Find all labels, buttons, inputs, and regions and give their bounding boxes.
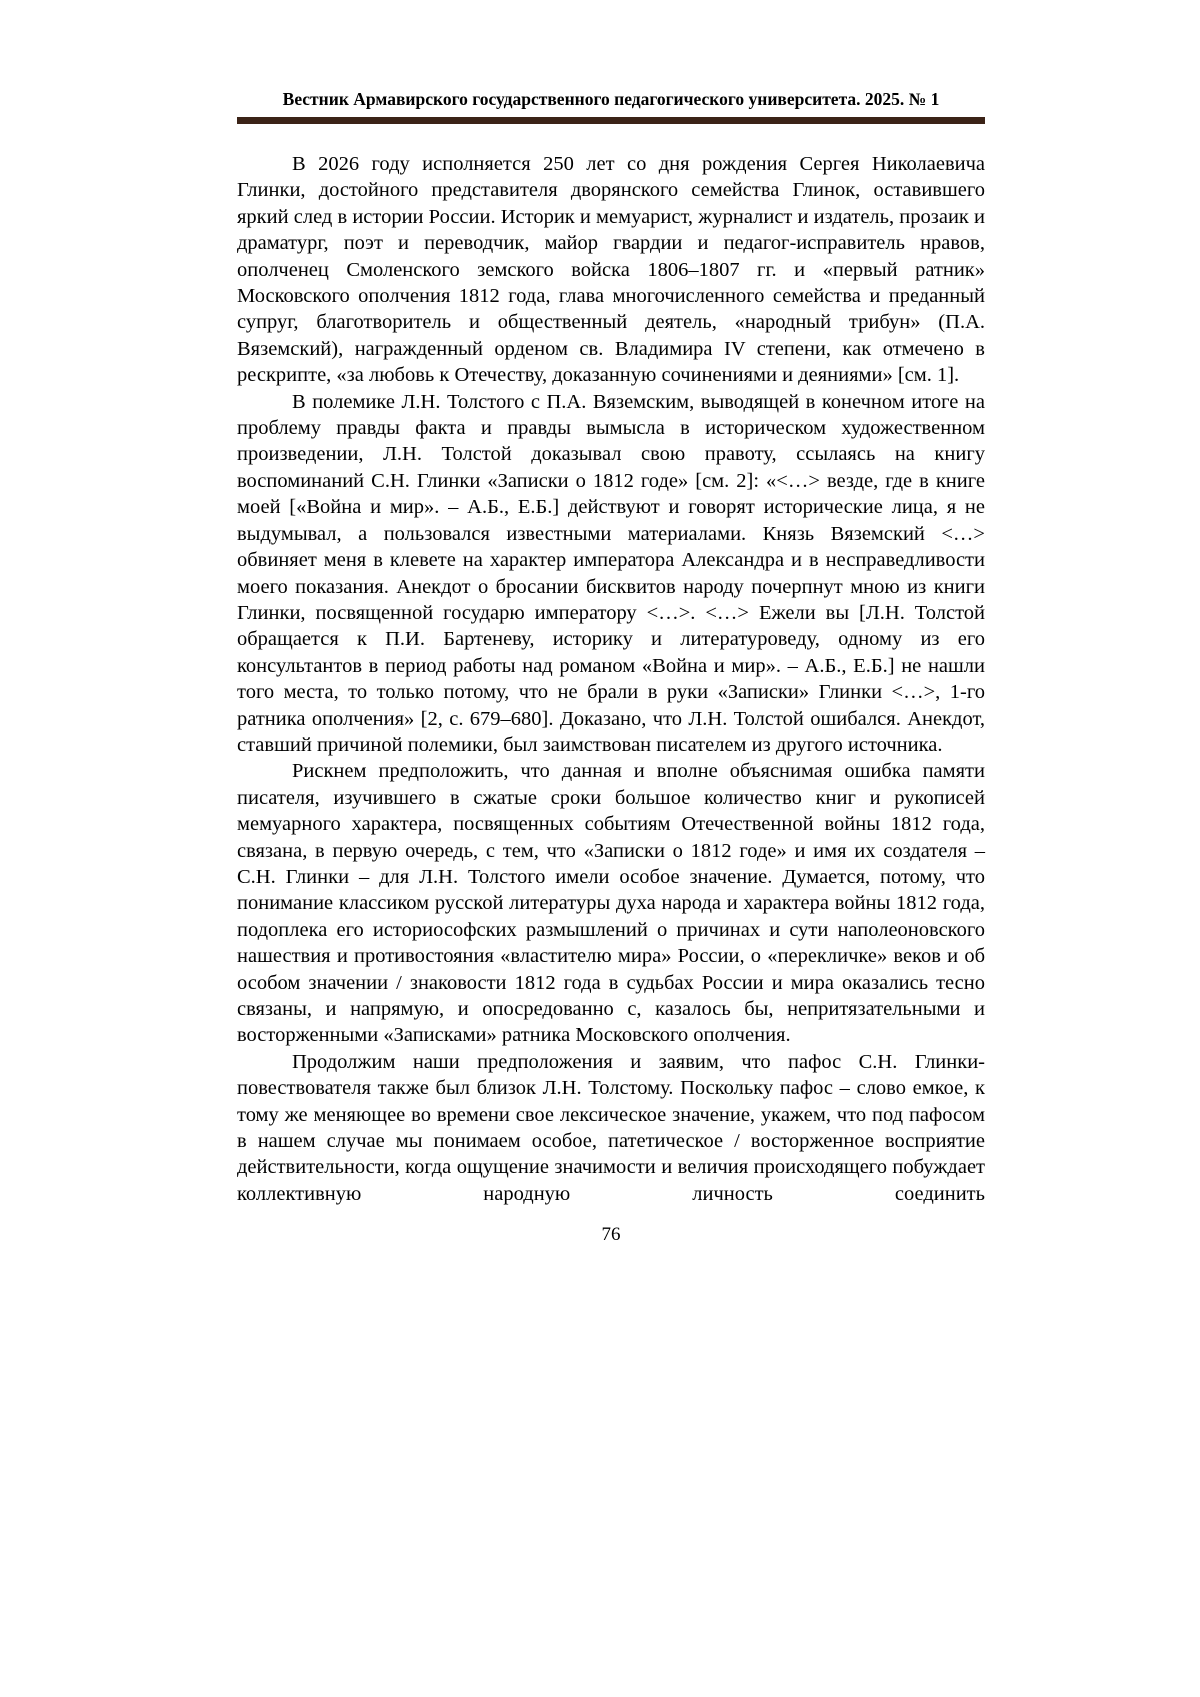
page-number: 76: [601, 1224, 621, 1246]
paragraph: Продолжим наши предположения и заявим, что пафос С.Н. Глинки-повествователя также был близок Л.Н. Толстому. Поскольку пафос – слово емкое, к тому же меняющее во времени свое лексическое значение, укажем, что под пафосом в нашем случае мы понимаем особое, патетическое / восторженное восприятие действительности, когда ощущение значимости и величия происходящего побуждает коллективную народную личность соединить: [237, 1050, 985, 1205]
header-rule: [237, 117, 985, 124]
article-body: [237, 151, 985, 1207]
page-content: [237, 88, 985, 1247]
paragraph: В 2026 году исполняется 250 лет со дня рождения Сергея Николаевича Глинки, достойного представителя дворянского семейства Глинок, оставившего яркий след в истории России. Историк и мемуарист, журналист и издатель, прозаик и драматург, поэт и переводчик, майор гвардии и педагог-исправитель нравов, ополченец Смоленского земского войска 1806–1807 гг. и «первый ратник» Московского ополчения 1812 года, глава многочисленного семейства и преданный супруг, благотворитель и общественный деятель, «народный трибун» (П.А. Вяземский), награжденный орденом св. Владимира IV степени, как отмечено в рескрипте, «за любовь к Отечеству, доказанную сочинениями и деяниями» [см. 1].: [237, 153, 985, 387]
paragraph: Рискнем предположить, что данная и вполне объяснимая ошибка памяти писателя, изучившего в сжатые сроки большое количество книг и рукописей мемуарного характера, посвященных событиям Отечественной войны 1812 года, связана, в первую очередь, с тем, что «Записки о 1812 годе» и имя их создателя – С.Н. Глинки – для Л.Н. Толстого имели особое значение. Думается, потому, что понимание классиком русской литературы духа народа и характера войны 1812 года, подоплека его историософских размышлений о причинах и сути наполеоновского нашествия и противостояния «властителю мира» России, о «перекличке» веков и об особом значении / знаковости 1812 года в судьбах России и мира оказались тесно связаны, и напрямую, и опосредованно с, казалось бы, непритязательными и восторженными «Записками» ратника Московского ополчения.: [237, 760, 985, 1047]
journal-header-title: Вестник Армавирского государственного педагогического университета. 2025. № 1: [282, 89, 940, 109]
paragraph: В полемике Л.Н. Толстого с П.А. Вяземским, выводящей в конечном итоге на проблему правды факта и правды вымысла в историческом художественном произведении, Л.Н. Толстой доказывал свою правоту, ссылаясь на книгу воспоминаний С.Н. Глинки «Записки о 1812 годе» [см. 2]: «<…> везде, где в книге моей [«Война и мир». – А.Б., Е.Б.] действуют и говорят исторические лица, я не выдумывал, а пользовался известными материалами. Князь Вяземский <…> обвиняет меня в клевете на характер императора Александра и в несправедливости моего показания. Анекдот о бросании бисквитов народу почерпнут мною из книги Глинки, посвященной государю императору <…>. <…> Ежели вы [Л.Н. Толстой обращается к П.И. Бартеневу, историку и литературоведу, одному из его консультантов в период работы над романом «Война и мир». – А.Б., Е.Б.] не нашли того места, то только потому, что не брали в руки «Записки» Глинки <…>, 1-го ратника ополчения» [2, с. 679–680]. Доказано, что Л.Н. Толстой ошибался. Анекдот, ставший причиной полемики, был заимствован писателем из другого источника.: [237, 390, 985, 756]
